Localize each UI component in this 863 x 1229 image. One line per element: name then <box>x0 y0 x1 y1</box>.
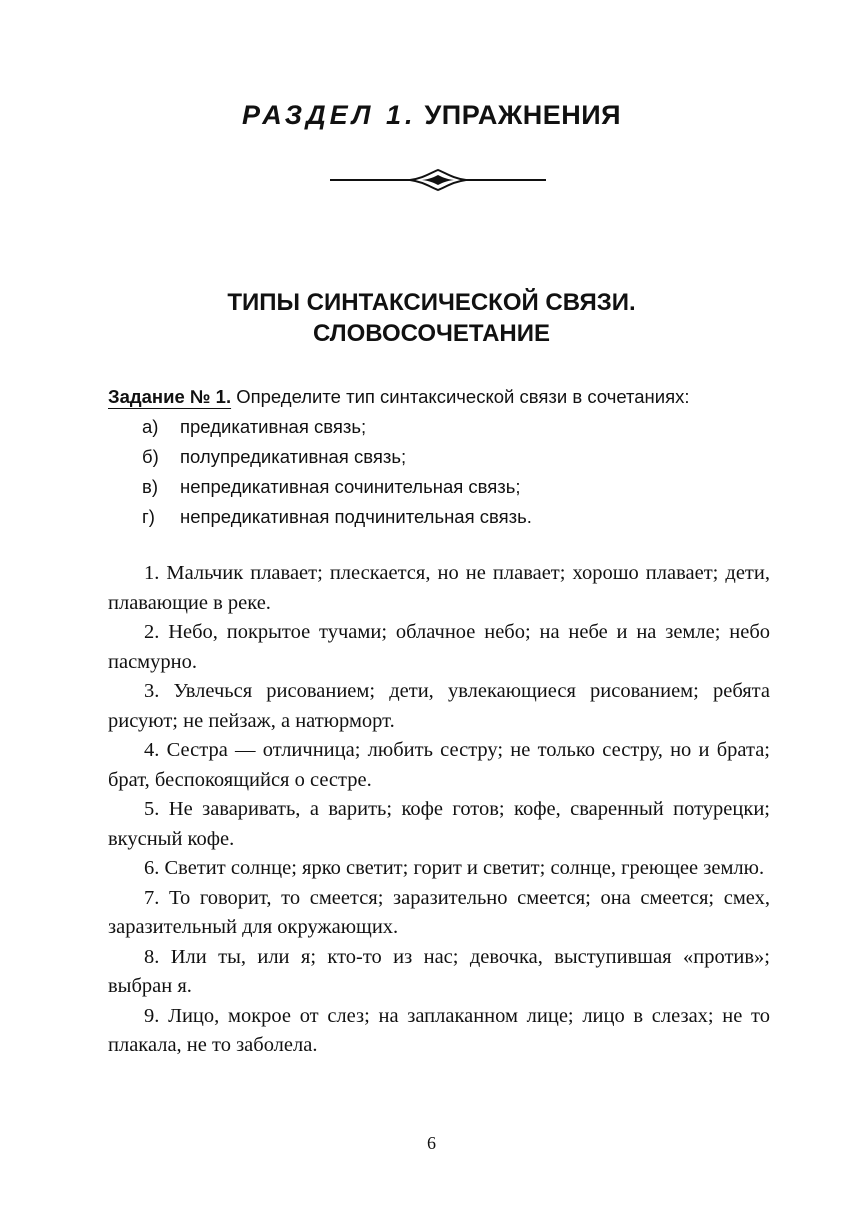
exercise-item: 2. Небо, покрытое тучами; облачное небо; на небе и на земле; небо пасмурно. <box>108 621 770 673</box>
option-text: полупредикативная связь; <box>180 446 407 467</box>
task-label: Задание № 1. <box>108 386 232 407</box>
topic-line-2: СЛОВОСОЧЕТАНИЕ <box>313 320 550 347</box>
option-item <box>108 442 788 472</box>
exercise-item: 3. Увлечься рисованием; дети, увлекающиеся рисованием; ребята рисуют; не пейзаж, а натюрморт. <box>108 680 770 732</box>
section-number: РАЗДЕЛ 1. <box>241 100 417 130</box>
ornament-divider-icon <box>330 168 546 192</box>
option-letter: а) <box>142 416 159 437</box>
exercise-item: 4. Сестра — отличница; любить сестру; не только сестру, но и брата; брат, беспокоящийся о сестре. <box>108 739 770 791</box>
exercise-item: 9. Лицо, мокрое от слез; на заплаканном лице; лицо в слезах; не то плакала, не то заболела. <box>108 1004 770 1056</box>
task-instruction: Определите тип синтаксической связи в сочетаниях: <box>236 386 690 407</box>
exercise-item: 1. Мальчик плавает; плескается, но не плавает; хорошо плавает; дети, плавающие в реке. <box>108 562 770 614</box>
option-letter: б) <box>142 446 159 467</box>
option-text: предикативная связь; <box>180 416 367 437</box>
topic-heading <box>0 287 863 349</box>
task-block <box>108 382 788 532</box>
section-name: УПРАЖНЕНИЯ <box>424 100 622 130</box>
section-heading <box>0 100 863 131</box>
option-text: непредикативная подчинительная связь. <box>180 506 532 527</box>
option-list <box>108 412 788 532</box>
option-text: непредикативная сочинительная связь; <box>180 476 521 497</box>
option-letter: в) <box>142 476 158 497</box>
option-item <box>108 502 788 532</box>
page-number: 6 <box>427 1133 436 1153</box>
exercise-item: 8. Или ты, или я; кто-то из нас; девочка, выступившая «против»; выбран я. <box>108 945 770 997</box>
exercise-item: 6. Светит солнце; ярко светит; горит и светит; солнце, греющее землю. <box>144 857 765 879</box>
exercise-item: 7. То говорит, то смеется; заразительно смеется; она смеется; смех, заразительный для окружающих. <box>108 886 770 938</box>
option-letter: г) <box>142 506 155 527</box>
option-item <box>108 412 788 442</box>
topic-line-1: ТИПЫ СИНТАКСИЧЕСКОЙ СВЯЗИ. <box>227 289 636 316</box>
exercise-list <box>108 559 770 1061</box>
exercise-item: 5. Не заваривать, а варить; кофе готов; кофе, сваренный потурецки; вкусный кофе. <box>108 798 770 850</box>
option-item <box>108 472 788 502</box>
task-header <box>108 382 788 412</box>
